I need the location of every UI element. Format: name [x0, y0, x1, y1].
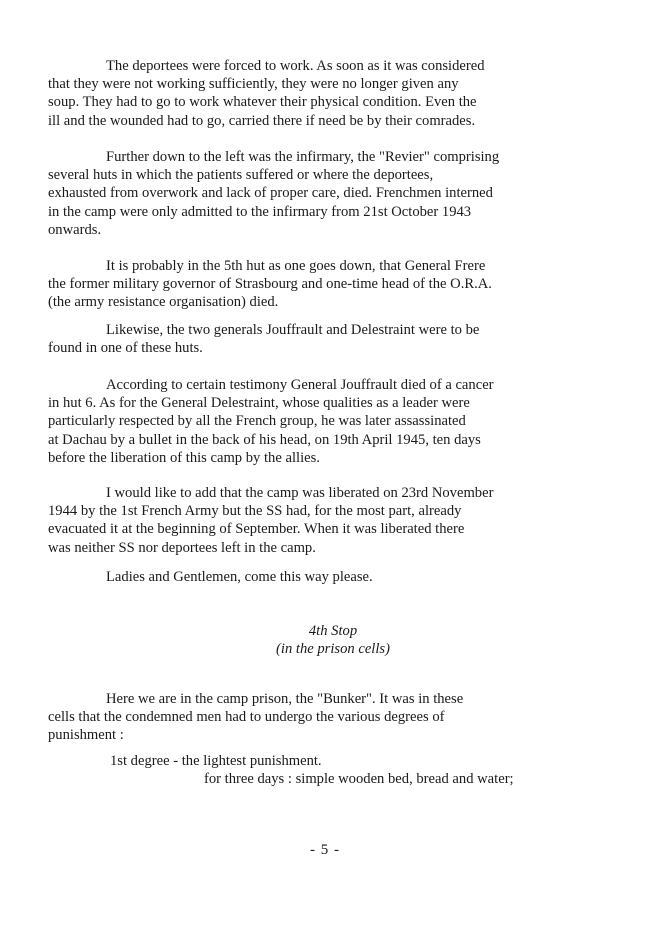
degree-detail: for three days : simple wooden bed, bread and water;	[204, 771, 514, 787]
paragraph-general-frere	[48, 257, 573, 312]
text-line: exhausted from overwork and lack of proper care, died. Frenchmen interned	[48, 185, 493, 202]
text-line: at Dachau by a bullet in the back of his head, on 19th April 1945, ten days	[48, 431, 481, 448]
text-line: I would like to add that the camp was liberated on 23rd November	[106, 485, 494, 501]
text-line: particularly respected by all the French group, he was later assassinated	[48, 413, 466, 430]
paragraph-come-this-way	[48, 568, 573, 586]
text-line: soup. They had to go to work whatever their physical condition. Even the	[48, 94, 477, 111]
text-line: the former military governor of Strasbourg and one-time head of the O.R.A.	[48, 276, 492, 293]
paragraph-two-generals	[48, 321, 573, 357]
text-line: evacuated it at the beginning of September. When it was liberated there	[48, 521, 465, 538]
text-line: found in one of these huts.	[48, 340, 203, 357]
text-line: in hut 6. As for the General Delestraint, whose qualities as a leader were	[48, 395, 470, 412]
text-line: several huts in which the patients suffered or where the deportees,	[48, 167, 434, 184]
stop-subtitle: (in the prison cells)	[276, 641, 390, 657]
text-line: It is probably in the 5th hut as one goes down, that General Frere	[106, 258, 486, 274]
text-line: onwards.	[48, 221, 102, 238]
text-line: that they were not working sufficiently, they were no longer given any	[48, 76, 459, 93]
degree-label: 1st degree - the lightest punishment.	[110, 753, 322, 769]
text-line: cells that the condemned men had to undergo the various degrees of	[48, 709, 445, 726]
text-line: Here we are in the camp prison, the "Bunker". It was in these	[106, 691, 464, 707]
text-line: punishment :	[48, 727, 124, 744]
text-line: in the camp were only admitted to the infirmary from 21st October 1943	[48, 203, 472, 220]
paragraph-liberation	[48, 484, 573, 557]
text-line: Ladies and Gentlemen, come this way please.	[106, 569, 373, 585]
page-number: - 5 -	[310, 842, 340, 858]
text-line: 1944 by the 1st French Army but the SS had, for the most part, already	[48, 503, 462, 520]
paragraph-forced-labour	[48, 57, 573, 130]
text-line: ill and the wounded had to go, carried there if need be by their comrades.	[48, 112, 476, 129]
text-line: The deportees were forced to work. As soon as it was considered	[106, 58, 485, 74]
text-line: before the liberation of this camp by the allies.	[48, 449, 320, 466]
text-line: was neither SS nor deportees left in the camp.	[48, 539, 316, 556]
text-line: (the army resistance organisation) died.	[48, 294, 279, 311]
stop-title: 4th Stop	[308, 623, 358, 639]
paragraph-bunker	[48, 690, 573, 745]
paragraph-testimony	[48, 376, 573, 467]
text-line: According to certain testimony General Jouffrault died of a cancer	[106, 377, 494, 393]
paragraph-infirmary	[48, 148, 573, 239]
text-line: Further down to the left was the infirmary, the "Revier" comprising	[106, 149, 500, 165]
text-line: Likewise, the two generals Jouffrault and Delestraint were to be	[106, 322, 480, 338]
